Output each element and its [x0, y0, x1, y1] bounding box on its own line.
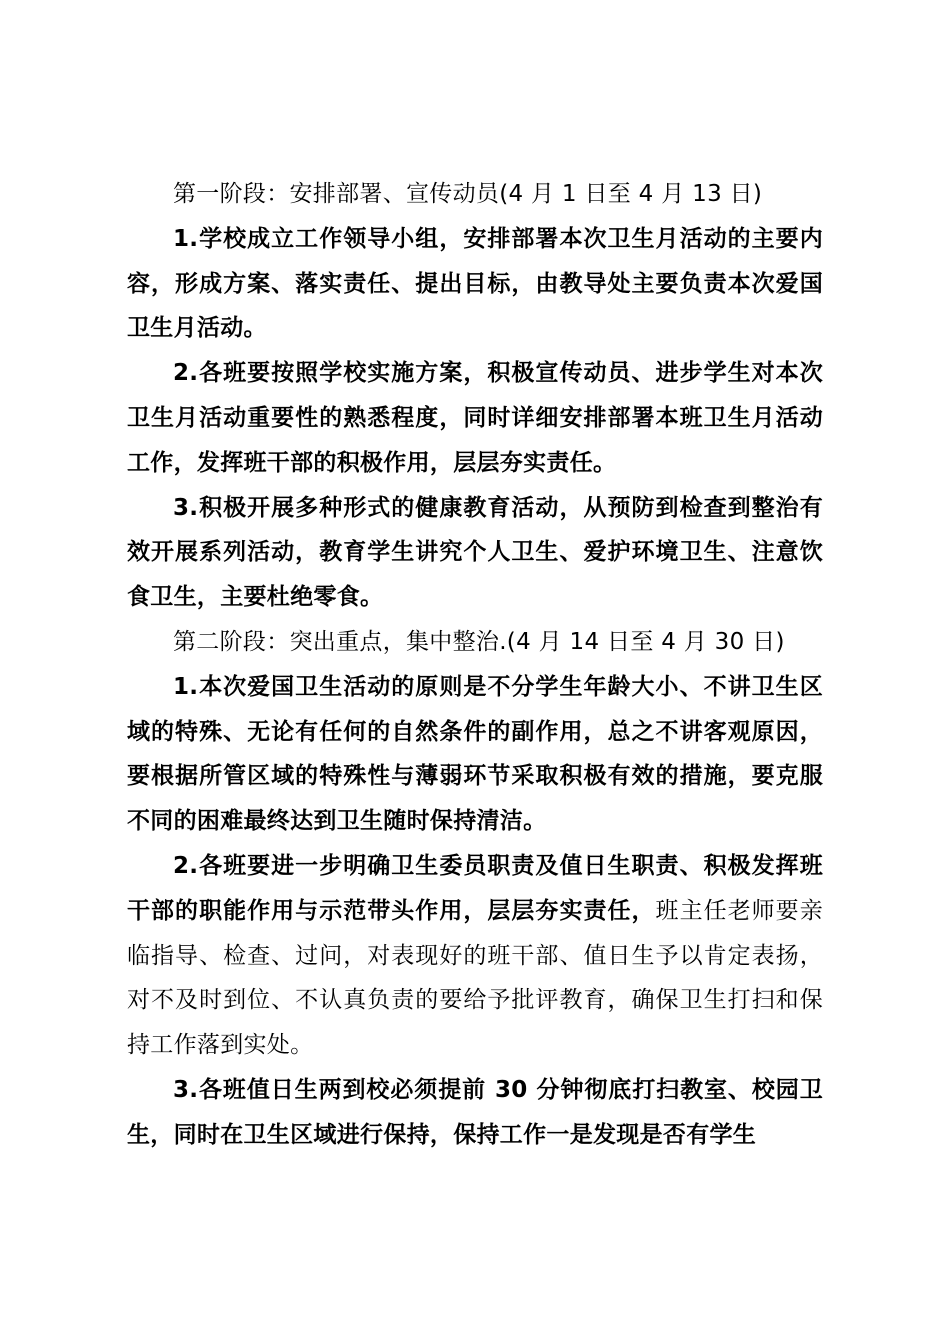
phase2-heading: 第二阶段：突出重点，集中整治.(4 月 14 日至 4 月 30 日) — [173, 628, 785, 655]
phase2-item-3: 3.各班值日生两到校必须提前 30 分钟彻底打扫教室、校园卫生，同时在卫生区域进行保持，保持工作一是发现是否有学生 — [127, 1076, 823, 1148]
document-body — [127, 172, 823, 1158]
phase1-item-1: 1.学校成立工作领导小组，安排部署本次卫生月活动的主要内容，形成方案、落实责任、提出目标，由教导处主要负责本次爱国卫生月活动。 — [127, 225, 823, 342]
phase1-item-3: 3.积极开展多种形式的健康教育活动，从预防到检查到整治有效开展系列活动，教育学生讲究个人卫生、爱护环境卫生、注意饮食卫生，主要杜绝零食。 — [127, 494, 823, 611]
phase2-item-2-bold-text: 2.各班要进一步明确卫生委员职责及值日生职责、积极发挥班干部的职能作用与示范带头作用，层层夯实责任， — [127, 852, 823, 924]
phase1-heading: 第一阶段：安排部署、宣传动员(4 月 1 日至 4 月 13 日) — [173, 181, 763, 207]
phase2-item-2-normal-text: 班主任老师要亲临指导、检查、过问，对表现好的班干部、值日生予以肯定表扬，对不及时到位、不认真负责的要给予批评教育，确保卫生打扫和保持工作落到实处。 — [127, 897, 823, 1059]
phase2-item-1: 1.本次爱国卫生活动的原则是不分学生年龄大小、不讲卫生区域的特殊、无论有任何的自然条件的副作用，总之不讲客观原因，要根据所管区域的特殊性与薄弱环节采取积极有效的措施，要克服不同的困难最终达到卫生随时保持清洁。 — [127, 673, 823, 835]
phase2-item-2 — [127, 844, 823, 1068]
phase1-item-2: 2.各班要按照学校实施方案，积极宣传动员、进步学生对本次卫生月活动重要性的熟悉程度，同时详细安排部署本班卫生月活动工作，发挥班干部的积极作用，层层夯实责任。 — [127, 360, 823, 476]
